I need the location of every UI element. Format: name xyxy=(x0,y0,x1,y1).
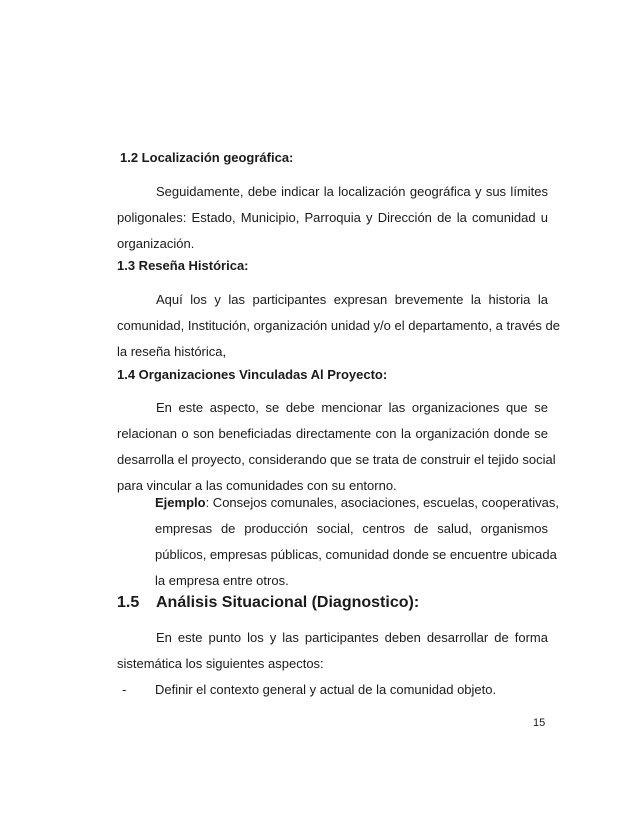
example-line: públicos, empresas públicas, comunidad donde se encuentre ubicada xyxy=(155,547,557,562)
example-line: la empresa entre otros. xyxy=(155,573,289,588)
paragraph-line: para vincular a las comunidades con su entorno. xyxy=(117,478,397,493)
heading-number: 1.5 xyxy=(117,594,140,611)
paragraph-line: Aquí los y las participantes expresan brevemente la historia la xyxy=(156,292,548,307)
paragraph-1-4 xyxy=(117,395,556,499)
paragraph-line: En este punto los y las participantes deben desarrollar de forma xyxy=(156,630,548,645)
heading-1-3: 1.3 Reseña Histórica: xyxy=(117,258,249,273)
example-line: empresas de producción social, centros de salud, organismos xyxy=(155,521,548,536)
bullet-text: Definir el contexto general y actual de la comunidad objeto. xyxy=(155,682,497,697)
paragraph-1-5 xyxy=(117,625,548,677)
paragraph-line: organización. xyxy=(117,236,195,251)
example-block xyxy=(155,490,559,594)
paragraph-1-2 xyxy=(117,179,548,257)
heading-1-2: 1.2 Localización geográfica: xyxy=(120,150,294,165)
paragraph-line: relacionan o son beneficiadas directamente con la organización donde se xyxy=(117,426,548,441)
bullet-marker: - xyxy=(122,682,127,697)
heading-1-5 xyxy=(117,594,419,612)
paragraph-line: Seguidamente, debe indicar la localización geográfica y sus límites xyxy=(156,184,548,199)
example-label: Ejemplo xyxy=(155,495,206,510)
heading-title: Análisis Situacional (Diagnostico): xyxy=(156,594,420,611)
paragraph-line: En este aspecto, se debe mencionar las organizaciones que se xyxy=(156,400,548,415)
paragraph-1-3 xyxy=(117,287,560,365)
heading-1-4: 1.4 Organizaciones Vinculadas Al Proyecto: xyxy=(117,367,388,382)
bullet-item xyxy=(117,677,548,703)
page-number: 15 xyxy=(533,717,546,729)
paragraph-line: sistemática los siguientes aspectos: xyxy=(117,656,324,671)
paragraph-line: desarrolla el proyecto, considerando que se trata de construir el tejido social xyxy=(117,452,556,467)
paragraph-line: comunidad, Institución, organización unidad y/o el departamento, a través de xyxy=(117,318,560,333)
paragraph-line: poligonales: Estado, Municipio, Parroquia y Dirección de la comunidad u xyxy=(117,210,548,225)
example-line: Ejemplo: Consejos comunales, asociaciones, escuelas, cooperativas, xyxy=(155,495,559,510)
paragraph-line: la reseña histórica, xyxy=(117,344,227,359)
